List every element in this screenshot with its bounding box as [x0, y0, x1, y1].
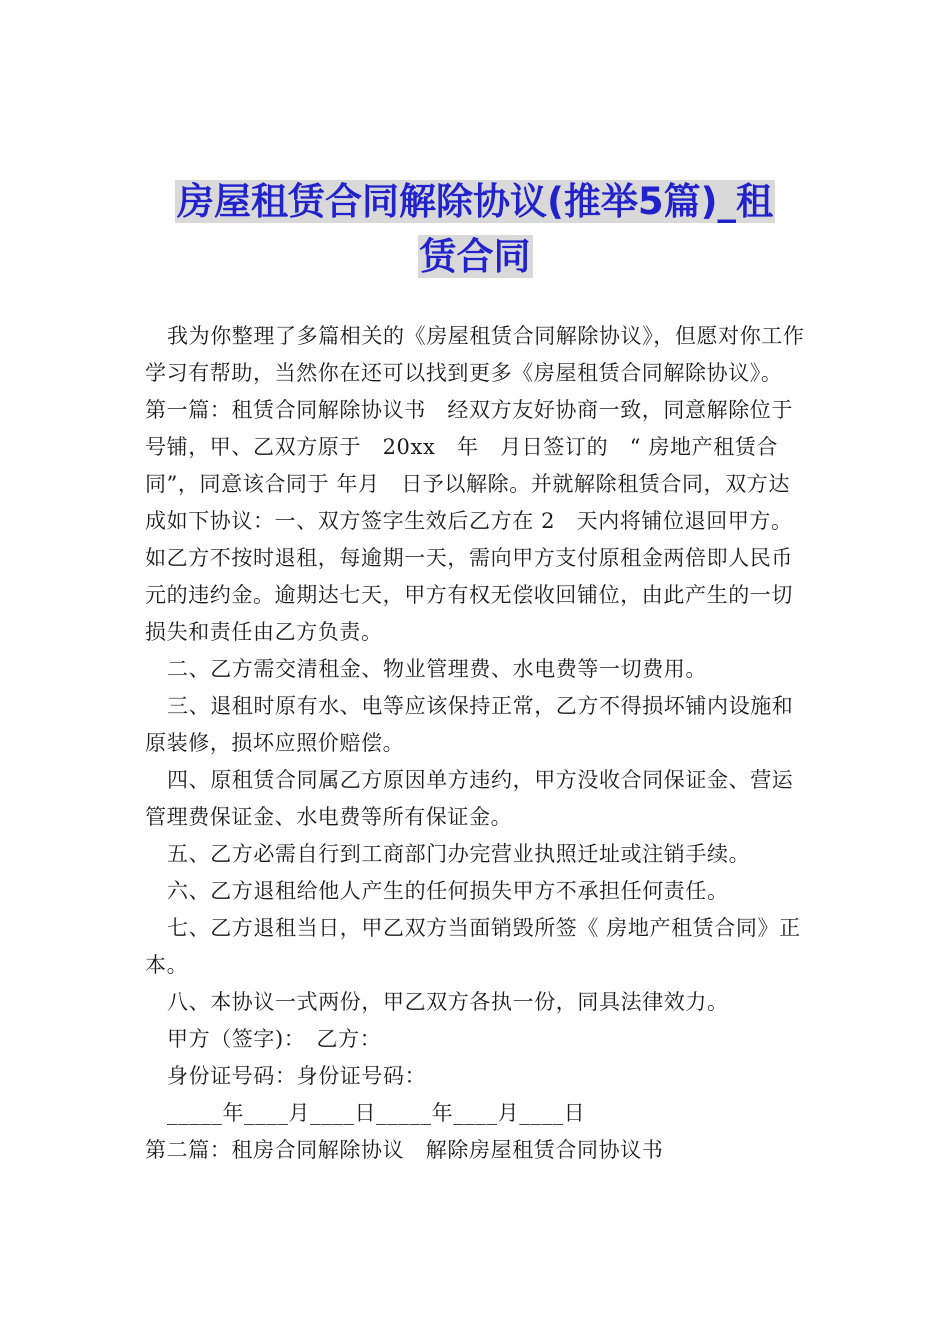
title-line-1: 房屋租赁合同解除协议(推举5篇)_租	[176, 180, 774, 223]
document-title	[100, 174, 850, 284]
clause-six: 六、乙方退租给他人产生的任何损失甲方不承担任何责任。	[167, 879, 729, 903]
clause-five: 五、乙方必需自行到工商部门办完营业执照迁址或注销手续。	[167, 842, 751, 866]
clause-three: 三、退租时原有水、电等应该保持正常，乙方不得损坏铺内设施和原装修，损坏应照价赔偿。	[145, 694, 794, 755]
clause-two: 二、乙方需交清租金、物业管理费、水电费等一切费用。	[167, 657, 707, 681]
title-line-2: 赁合同	[419, 235, 531, 278]
part-one-paragraph: 第一篇：租赁合同解除协议书 经双方友好协商一致，同意解除位于号铺，甲、乙双方原于 20xx 年 月日签订的 “ 房地产租赁合同”，同意该合同于 年月 日予以解除。并就解除租赁合同，双方达成如下协议：一、双方签字生效后乙方在 2 天内将铺位退回甲方。如乙方不按时退租，每逾期一天，需向甲方支付原租金两倍即人民币 元的违约金。逾期达七天，甲方有权无偿收回铺位，由此产生的一切损失和责任由乙方负责。	[145, 398, 815, 644]
part-two-heading: 第二篇：租房合同解除协议 解除房屋租赁合同协议书	[145, 1138, 664, 1162]
id-number-line: 身份证号码：身份证号码：	[167, 1064, 427, 1088]
document-body	[145, 318, 815, 1169]
clause-seven: 七、乙方退租当日，甲乙双方当面销毁所签《 房地产租赁合同》正本。	[145, 916, 801, 977]
date-line: _____年____月____日_____年____月____日	[167, 1101, 586, 1125]
clause-eight: 八、本协议一式两份，甲乙双方各执一份，同具法律效力。	[167, 990, 729, 1014]
intro-paragraph: 我为你整理了多篇相关的《房屋租赁合同解除协议》，但愿对你工作学习有帮助，当然你在还可以找到更多《房屋租赁合同解除协议》。	[145, 324, 805, 385]
signature-line: 甲方（签字)： 乙方：	[167, 1027, 382, 1051]
clause-four: 四、原租赁合同属乙方原因单方违约，甲方没收合同保证金、营运管理费保证金、水电费等所有保证金。	[145, 768, 794, 829]
